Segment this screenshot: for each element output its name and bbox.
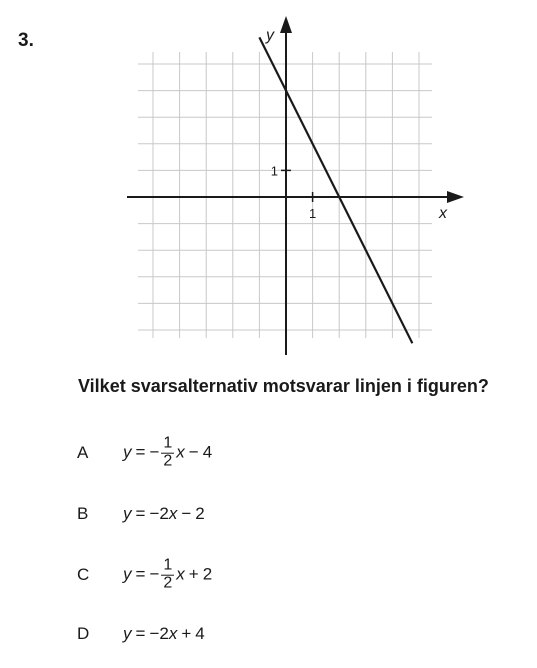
- constant: 2: [195, 504, 205, 523]
- equals-sign: =: [135, 565, 146, 584]
- equation-lhs: y: [123, 565, 132, 584]
- equation: [123, 436, 212, 471]
- equation: [123, 624, 205, 644]
- constant: 4: [202, 443, 213, 462]
- x-tick-label: 1: [308, 206, 317, 221]
- option-letter: C: [77, 565, 90, 584]
- equation: [123, 504, 205, 524]
- equation-variable: x: [168, 624, 178, 643]
- coefficient: −2: [149, 624, 169, 643]
- option-a[interactable]: [77, 433, 377, 473]
- equals-sign: =: [135, 443, 146, 462]
- fraction-numerator: 1: [163, 556, 173, 574]
- option-letter: D: [77, 624, 90, 643]
- operator: +: [181, 624, 192, 643]
- fraction-denominator: 2: [163, 574, 173, 592]
- equation-variable: x: [176, 443, 185, 462]
- option-letter: B: [77, 504, 89, 523]
- option-d[interactable]: [77, 614, 377, 654]
- fraction: [161, 436, 174, 471]
- y-tick-label: 1: [270, 163, 278, 179]
- equation-lhs: y: [123, 624, 132, 643]
- operator: −: [188, 443, 199, 462]
- x-axis-arrow: [447, 191, 464, 203]
- axes: [127, 16, 464, 355]
- y-axis-label: y: [266, 27, 274, 44]
- y-axis-arrow: [280, 16, 292, 33]
- equation-variable: x: [168, 504, 178, 523]
- equals-sign: =: [135, 624, 146, 643]
- equation-variable: x: [176, 565, 185, 584]
- option-letter: A: [77, 443, 89, 462]
- question-number: 3.: [18, 30, 34, 51]
- minus-sign: −: [149, 443, 160, 462]
- x-axis-label: x: [439, 205, 447, 222]
- fraction-numerator: 1: [163, 434, 173, 452]
- operator: +: [188, 565, 199, 584]
- graph-line: [259, 37, 412, 343]
- operator: −: [181, 504, 192, 523]
- fraction-denominator: 2: [163, 452, 173, 470]
- equation: [123, 558, 212, 593]
- equation-lhs: y: [123, 504, 132, 523]
- minus-sign: −: [149, 565, 160, 584]
- question-text: Vilket svarsalternativ motsvarar linjen i figuren?: [78, 376, 489, 396]
- option-c[interactable]: [77, 555, 377, 595]
- option-b[interactable]: [77, 494, 377, 534]
- equation-lhs: y: [123, 443, 132, 462]
- coefficient: −2: [149, 504, 169, 523]
- equals-sign: =: [135, 504, 146, 523]
- constant: 4: [195, 624, 205, 643]
- constant: 2: [202, 565, 213, 584]
- fraction: [161, 558, 174, 593]
